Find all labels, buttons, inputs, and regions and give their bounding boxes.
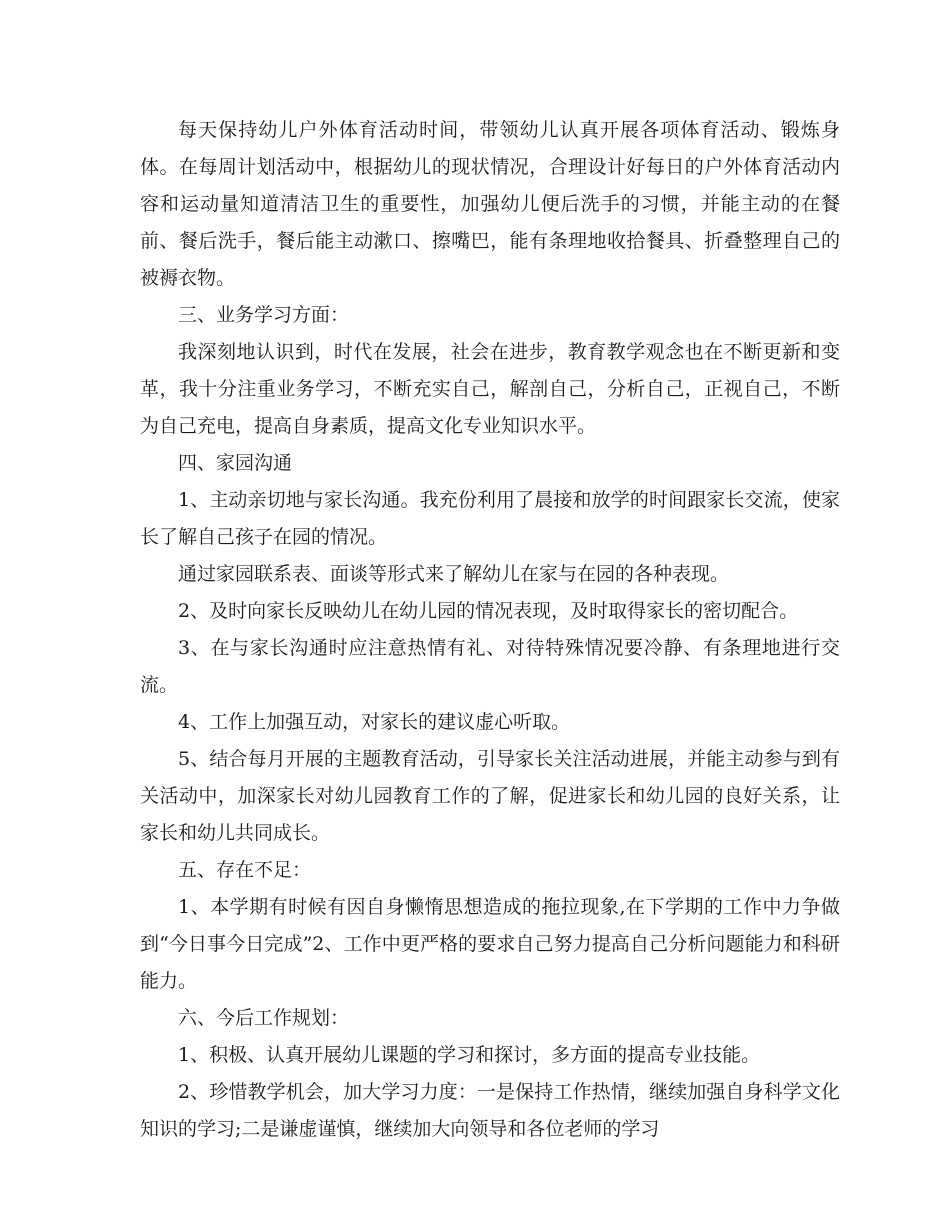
- document-body: [140, 112, 840, 1148]
- heading-business-study: 三、业务学习方面：: [178, 304, 350, 326]
- paragraph-communication-2: 2、及时向家长反映幼儿在幼儿园的情况表现，及时取得家长的密切配合。: [178, 600, 799, 622]
- paragraph-plan-2: 2、珍惜教学机会，加大学习力度：一是保持工作热情，继续加强自身科学文化知识的学习;二是谦虚谨慎，继续加大向领导和各位老师的学习: [140, 1081, 840, 1140]
- paragraph-communication-1: 1、主动亲切地与家长沟通。我充份利用了晨接和放学的时间跟家长交流，使家长了解自己孩子在园的情况。: [140, 489, 840, 548]
- paragraph-communication-4: 4、工作上加强互动，对家长的建议虚心听取。: [178, 711, 571, 733]
- paragraph-shortcomings: 1、本学期有时候有因自身懒惰思想造成的拖拉现象,在下学期的工作中力争做到“今日事今日完成”2、工作中更严格的要求自己努力提高自己分析问题能力和科研能力。: [140, 896, 840, 992]
- heading-home-communication: 四、家园沟通: [178, 452, 293, 474]
- paragraph-communication-3: 3、在与家长沟通时应注意热情有礼、对待特殊情况要冷静、有条理地进行交流。: [140, 637, 840, 696]
- paragraph-communication-contact: 通过家园联系表、面谈等形式来了解幼儿在家与在园的各种表现。: [178, 563, 730, 585]
- paragraph-business-study: 我深刻地认识到，时代在发展，社会在进步，教育教学观念也在不断更新和变革，我十分注重业务学习，不断充实自己，解剖自己，分析自己，正视自己，不断为自己充电，提高自身素质，提高文化专业知识水平。: [140, 341, 840, 437]
- heading-future-plan: 六、今后工作规划：: [178, 1007, 350, 1029]
- heading-shortcomings: 五、存在不足：: [178, 859, 312, 881]
- paragraph-plan-1: 1、积极、认真开展幼儿课题的学习和探讨，多方面的提高专业技能。: [178, 1044, 761, 1066]
- paragraph-communication-5: 5、结合每月开展的主题教育活动，引导家长关注活动进展，并能主动参与到有关活动中，加深家长对幼儿园教育工作的了解，促进家长和幼儿园的良好关系，让家长和幼儿共同成长。: [140, 748, 840, 844]
- paragraph-outdoor-activities: 每天保持幼儿户外体育活动时间，带领幼儿认真开展各项体育活动、锻炼身体。在每周计划活动中，根据幼儿的现状情况，合理设计好每日的户外体育活动内容和运动量知道清洁卫生的重要性，加强幼儿便后洗手的习惯，并能主动的在餐前、餐后洗手，餐后能主动漱口、擦嘴巴，能有条理地收拾餐具、折叠整理自己的被褥衣物。: [140, 119, 840, 289]
